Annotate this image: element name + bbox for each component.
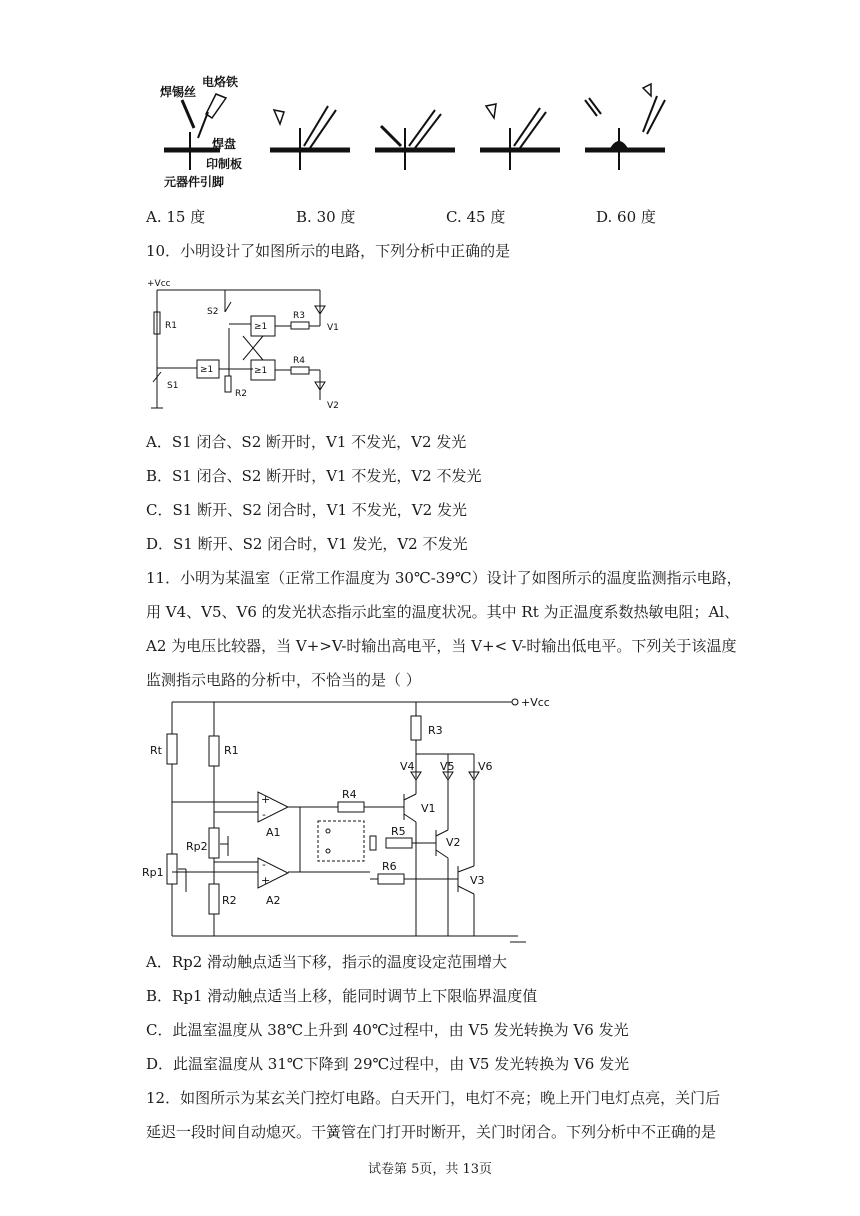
q11-rp1-label: Rp1 (142, 866, 164, 879)
q10-gate1-label: ≥1 (200, 365, 214, 375)
q9-option-d: D. 60 度 (596, 208, 656, 226)
q10-r4-label: R4 (293, 356, 305, 366)
q10-s1-label: S1 (167, 381, 179, 391)
q11-stem-line-4: 监测指示电路的分析中，不恰当的是（ ） (146, 671, 421, 689)
label-lead: 元器件引脚 (164, 175, 225, 189)
soldering-figure (160, 70, 680, 190)
q11-v6-label: V6 (478, 760, 493, 773)
q12-stem-line-1: 12．如图所示为某玄关门控灯电路。白天开门，电灯不亮；晚上开门电灯点亮，关门后 (146, 1089, 721, 1107)
label-pad: 焊盘 (212, 137, 237, 151)
q11-option-a: A．Rp2 滑动触点适当下移，指示的温度设定范围增大 (146, 953, 508, 971)
q11-r4-label: R4 (342, 788, 357, 801)
q10-gate3-label: ≥1 (254, 366, 268, 376)
label-iron: 电烙铁 (202, 75, 239, 89)
q10-stem: 10．小明设计了如图所示的电路，下列分析中正确的是 (146, 242, 511, 260)
q10-s2-label: S2 (207, 307, 219, 317)
q11-option-b: B．Rp1 滑动触点适当上移，能同时调节上下限临界温度值 (146, 987, 538, 1005)
q10-option-c: C．S1 断开、S2 闭合时，V1 不发光，V2 发光 (146, 501, 467, 519)
q10-gate2-label: ≥1 (254, 322, 268, 332)
q10-v1-label: V1 (327, 323, 339, 333)
q10-r2-label: R2 (235, 389, 247, 399)
q11-stem-line-3: A2 为电压比较器，当 V+>V-时输出高电平，当 V+< V-时输出低电平。下列关于该温度 (146, 637, 737, 655)
q12-stem-line-2: 延迟一段时间自动熄灭。干簧管在门打开时断开，关门时闭合。下列分析中不正确的是 (146, 1123, 717, 1141)
q9-option-c: C. 45 度 (446, 208, 506, 226)
q11-rp2-label: Rp2 (186, 840, 208, 853)
q11-option-c: C．此温室温度从 38℃上升到 40℃过程中，由 V5 发光转换为 V6 发光 (146, 1021, 629, 1039)
q11-option-d: D．此温室温度从 31℃下降到 29℃过程中，由 V5 发光转换为 V6 发光 (146, 1055, 630, 1073)
q11-r1-label: R1 (224, 744, 239, 757)
q10-option-a: A．S1 闭合、S2 断开时，V1 不发光，V2 发光 (146, 433, 467, 451)
q11-v1-label: V1 (421, 802, 436, 815)
q10-r1-label: R1 (165, 321, 177, 331)
q10-option-d: D．S1 断开、S2 闭合时，V1 发光，V2 不发光 (146, 535, 468, 553)
q11-v2-label: V2 (446, 836, 461, 849)
q11-v4-label: V4 (400, 760, 415, 773)
q11-a1-label: A1 (266, 826, 281, 839)
q11-r5-label: R5 (391, 825, 406, 838)
q10-r3-label: R3 (293, 311, 305, 321)
q9-option-a: A. 15 度 (146, 208, 206, 226)
q11-rt-label: Rt (150, 744, 162, 757)
q11-vcc-label: +Vcc (521, 696, 550, 709)
q11-stem-line-1: 11．小明为某温室（正常工作温度为 30℃-39℃）设计了如图所示的温度监测指示电路， (146, 569, 742, 587)
q10-v2-label: V2 (327, 401, 339, 411)
q11-a2-minus: - (262, 858, 266, 871)
q10-vcc-label: +Vcc (147, 279, 171, 289)
q11-circuit (138, 694, 558, 944)
q10-circuit (145, 272, 355, 412)
page-footer: 试卷第 5页，共 13页 (367, 1162, 493, 1177)
label-board: 印制板 (206, 157, 243, 171)
q10-option-b: B．S1 闭合、S2 断开时，V1 不发光，V2 不发光 (146, 467, 482, 485)
q11-a1-plus: + (261, 793, 271, 806)
q11-a1-minus: - (262, 808, 266, 821)
q11-a2-label: A2 (266, 894, 281, 907)
q11-v3-label: V3 (470, 874, 485, 887)
q11-r2-label: R2 (222, 894, 237, 907)
q11-r3-label: R3 (428, 724, 443, 737)
label-solder-wire: 焊锡丝 (160, 85, 197, 99)
q11-a2-plus: + (261, 874, 271, 887)
q11-r6-label: R6 (382, 860, 397, 873)
q11-stem-line-2: 用 V4、V5、V6 的发光状态指示此室的温度状况。其中 Rt 为正温度系数热敏电阻；Al、 (146, 603, 740, 621)
q11-v5-label: V5 (440, 760, 455, 773)
q9-option-b: B. 30 度 (296, 208, 356, 226)
